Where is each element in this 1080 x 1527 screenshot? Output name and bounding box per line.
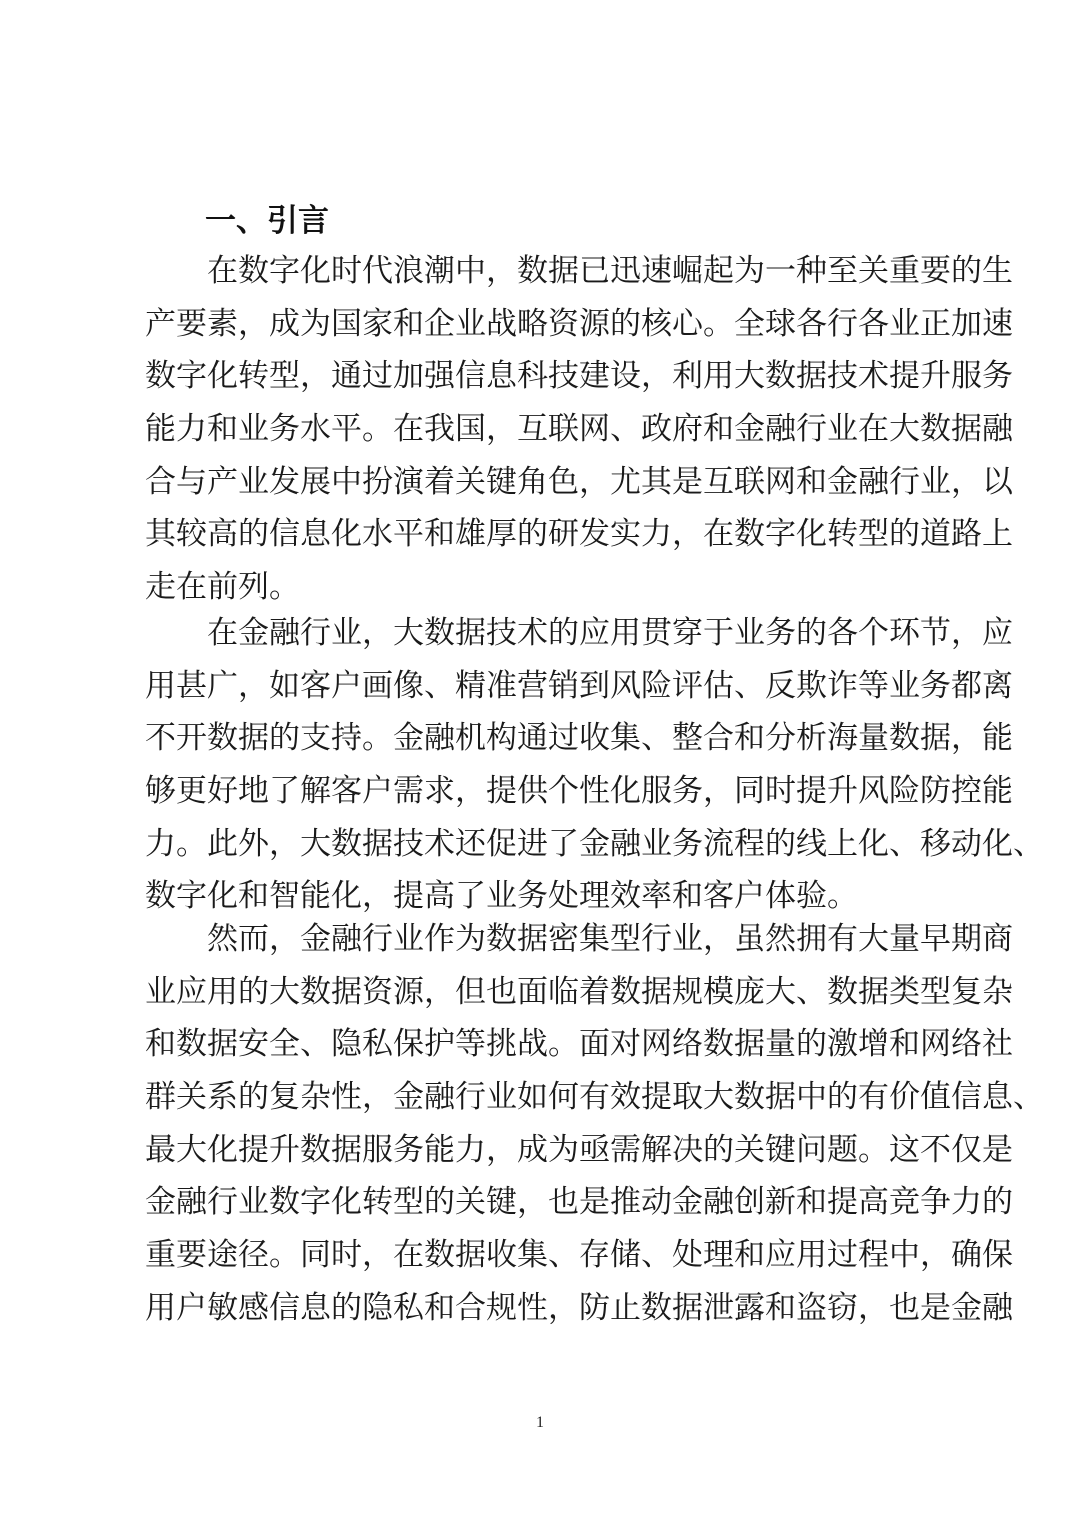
paragraph-line: 合与产业发展中扮演着关键角色，尤其是互联网和金融行业，以 bbox=[145, 463, 1013, 500]
paragraph-line: 不开数据的支持。金融机构通过收集、整合和分析海量数据，能 bbox=[145, 720, 1013, 757]
paragraph-line: 业应用的大数据资源，但也面临着数据规模庞大、数据类型复杂 bbox=[145, 973, 1013, 1010]
paragraph-line: 群关系的复杂性，金融行业如何有效提取大数据中的有价值信息、 bbox=[145, 1079, 1044, 1116]
paragraph-3 bbox=[145, 913, 1044, 1335]
paragraph-line: 用户敏感信息的隐私和合规性，防止数据泄露和盗窃，也是金融 bbox=[145, 1289, 1013, 1326]
paragraph-line: 其较高的信息化水平和雄厚的研发实力，在数字化转型的道路上 bbox=[145, 516, 1013, 553]
paragraph-1 bbox=[145, 245, 1013, 614]
paragraph-line: 在数字化时代浪潮中，数据已迅速崛起为一种至关重要的生 bbox=[207, 253, 1013, 289]
paragraph-line: 用甚广，如客户画像、精准营销到风险评估、反欺诈等业务都离 bbox=[145, 667, 1013, 704]
section-heading: 一、引言 bbox=[205, 203, 329, 239]
paragraph-line: 最大化提升数据服务能力，成为亟需解决的关键问题。这不仅是 bbox=[145, 1131, 1013, 1168]
paragraph-line: 重要途径。同时，在数据收集、存储、处理和应用过程中，确保 bbox=[145, 1237, 1013, 1274]
paragraph-line: 产要素，成为国家和企业战略资源的核心。全球各行各业正加速 bbox=[145, 305, 1013, 342]
paragraph-line: 金融行业数字化转型的关键，也是推动金融创新和提高竞争力的 bbox=[145, 1184, 1013, 1221]
paragraph-line: 能力和业务水平。在我国，互联网、政府和金融行业在大数据融 bbox=[145, 411, 1013, 448]
paragraph-line: 走在前列。 bbox=[145, 569, 300, 606]
paragraph-line: 力。此外，大数据技术还促进了金融业务流程的线上化、移动化、 bbox=[145, 825, 1044, 862]
paragraph-2 bbox=[145, 607, 1044, 923]
paragraph-line: 和数据安全、隐私保护等挑战。面对网络数据量的激增和网络社 bbox=[145, 1026, 1013, 1063]
paragraph-line: 数字化和智能化，提高了业务处理效率和客户体验。 bbox=[145, 878, 858, 915]
paragraph-line: 然而，金融行业作为数据密集型行业，虽然拥有大量早期商 bbox=[207, 921, 1013, 957]
paragraph-line: 在金融行业，大数据技术的应用贯穿于业务的各个环节，应 bbox=[207, 615, 1013, 651]
page-number: 1 bbox=[536, 1414, 544, 1431]
paragraph-line: 数字化转型，通过加强信息科技建设，利用大数据技术提升服务 bbox=[145, 358, 1013, 395]
paragraph-line: 够更好地了解客户需求，提供个性化服务，同时提升风险防控能 bbox=[145, 773, 1013, 810]
